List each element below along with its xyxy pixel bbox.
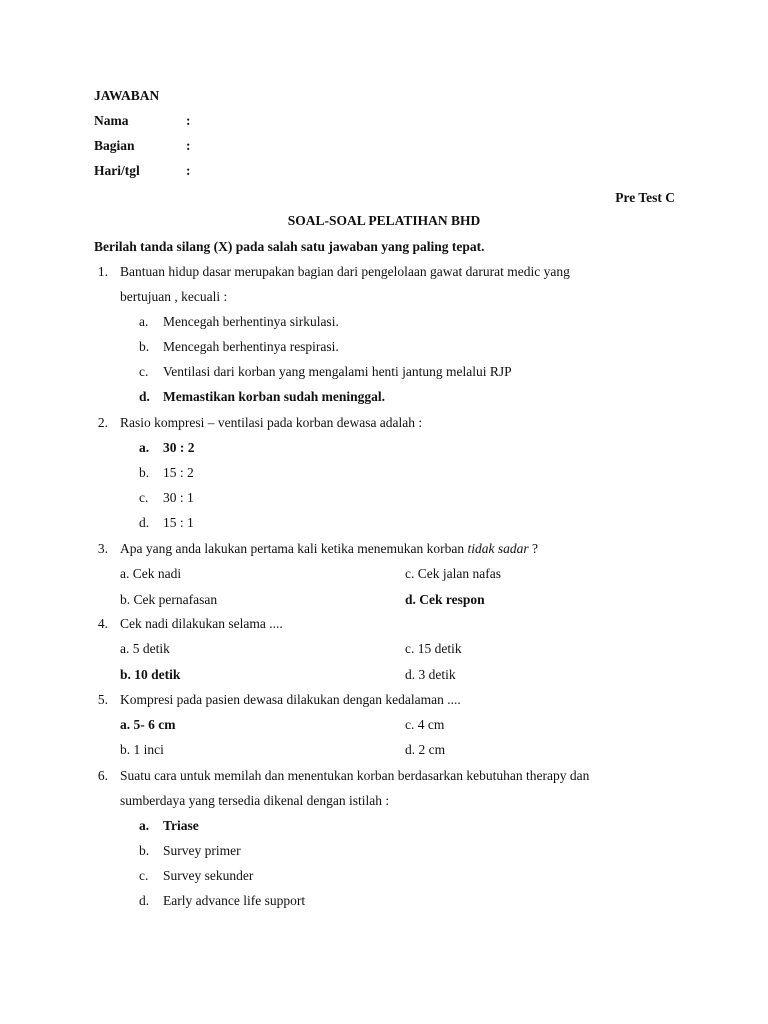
- option-text: Triase: [163, 818, 199, 833]
- field-colon: :: [186, 113, 191, 128]
- option-a[interactable]: a. Cek nadi: [120, 566, 182, 581]
- option-c[interactable]: c. Cek jalan nafas: [405, 566, 501, 581]
- option-letter: b.: [139, 339, 150, 354]
- option-letter: c.: [139, 868, 149, 883]
- option-b[interactable]: [139, 843, 241, 859]
- question-number: 6.: [97, 768, 108, 783]
- question-text-end: ?: [528, 541, 539, 556]
- question-number: 5.: [97, 692, 108, 707]
- option-d[interactable]: [139, 893, 305, 909]
- question-number: 4.: [97, 616, 108, 631]
- option-c[interactable]: [139, 868, 253, 884]
- option-b[interactable]: b. 1 inci: [120, 742, 164, 757]
- question-number: 2.: [97, 415, 108, 430]
- option-c[interactable]: c. 15 detik: [405, 641, 462, 656]
- option-b[interactable]: [139, 465, 194, 481]
- option-letter: a.: [139, 818, 150, 833]
- field-nama: [94, 113, 234, 129]
- option-letter: d.: [139, 893, 150, 908]
- option-letter: a.: [139, 440, 150, 455]
- question-number: 1.: [97, 264, 108, 279]
- field-label: Nama: [94, 113, 129, 128]
- option-d-correct[interactable]: [139, 389, 385, 405]
- option-letter: d.: [139, 515, 150, 530]
- question-text: bertujuan , kecuali :: [120, 289, 228, 304]
- question-text-start: Apa yang anda lakukan pertama kali ketika menemukan korban: [120, 541, 468, 556]
- option-letter: c.: [139, 364, 149, 379]
- question-text-italic: tidak sadar: [467, 541, 529, 556]
- option-letter: d.: [139, 389, 150, 404]
- option-c[interactable]: c. 4 cm: [405, 717, 445, 732]
- option-letter: b.: [139, 843, 150, 858]
- option-a[interactable]: a. 5 detik: [120, 641, 170, 656]
- option-c[interactable]: [139, 490, 194, 506]
- question-text: Kompresi pada pasien dewasa dilakukan dengan kedalaman ....: [120, 692, 461, 707]
- field-label: Hari/tgl: [94, 163, 140, 178]
- question-text: Suatu cara untuk memilah dan menentukan korban berdasarkan kebutuhan therapy dan: [120, 768, 590, 783]
- option-letter: b.: [139, 465, 150, 480]
- instruction: Berilah tanda silang (X) pada salah satu jawaban yang paling tepat.: [94, 239, 485, 254]
- option-d[interactable]: [139, 515, 194, 531]
- field-label: Bagian: [94, 138, 135, 153]
- option-b-correct[interactable]: b. 10 detik: [120, 667, 181, 682]
- question-text: Rasio kompresi – ventilasi pada korban dewasa adalah :: [120, 415, 423, 430]
- option-b[interactable]: b. Cek pernafasan: [120, 592, 218, 607]
- question-text: sumberdaya yang tersedia dikenal dengan istilah :: [120, 793, 390, 808]
- option-text: 30 : 1: [163, 490, 194, 505]
- option-text: Mencegah berhentinya sirkulasi.: [163, 314, 339, 329]
- option-a[interactable]: [139, 314, 339, 330]
- option-letter: c.: [139, 490, 149, 505]
- field-colon: :: [186, 138, 191, 153]
- option-a-correct[interactable]: a. 5- 6 cm: [120, 717, 176, 732]
- field-colon: :: [186, 163, 191, 178]
- option-text: Early advance life support: [163, 893, 306, 908]
- option-c[interactable]: [139, 364, 512, 380]
- option-a-correct[interactable]: [139, 440, 195, 456]
- option-text: Survey sekunder: [163, 868, 254, 883]
- question-text: Cek nadi dilakukan selama ....: [120, 616, 283, 631]
- option-b[interactable]: [139, 339, 339, 355]
- option-text: Mencegah berhentinya respirasi.: [163, 339, 339, 354]
- option-text: Memastikan korban sudah meninggal.: [163, 389, 386, 404]
- document-title: SOAL-SOAL PELATIHAN BHD: [287, 213, 481, 228]
- option-letter: a.: [139, 314, 149, 329]
- option-text: 15 : 2: [163, 465, 194, 480]
- option-text: 30 : 2: [163, 440, 195, 455]
- option-d[interactable]: d. 3 detik: [405, 667, 456, 682]
- question-text: Bantuan hidup dasar merupakan bagian dari pengelolaan gawat darurat medic yang: [120, 264, 570, 279]
- option-a-correct[interactable]: [139, 818, 199, 834]
- field-hari-tgl: [94, 163, 234, 179]
- option-text: 15 : 1: [163, 515, 194, 530]
- option-d[interactable]: d. 2 cm: [405, 742, 446, 757]
- option-d-correct[interactable]: d. Cek respon: [405, 592, 485, 607]
- answer-heading: JAWABAN: [94, 88, 160, 103]
- question-text: [120, 541, 538, 557]
- field-bagian: [94, 138, 234, 154]
- test-code: Pre Test C: [615, 190, 675, 205]
- option-text: Ventilasi dari korban yang mengalami henti jantung melalui RJP: [163, 364, 512, 379]
- question-number: 3.: [97, 541, 108, 556]
- option-text: Survey primer: [163, 843, 241, 858]
